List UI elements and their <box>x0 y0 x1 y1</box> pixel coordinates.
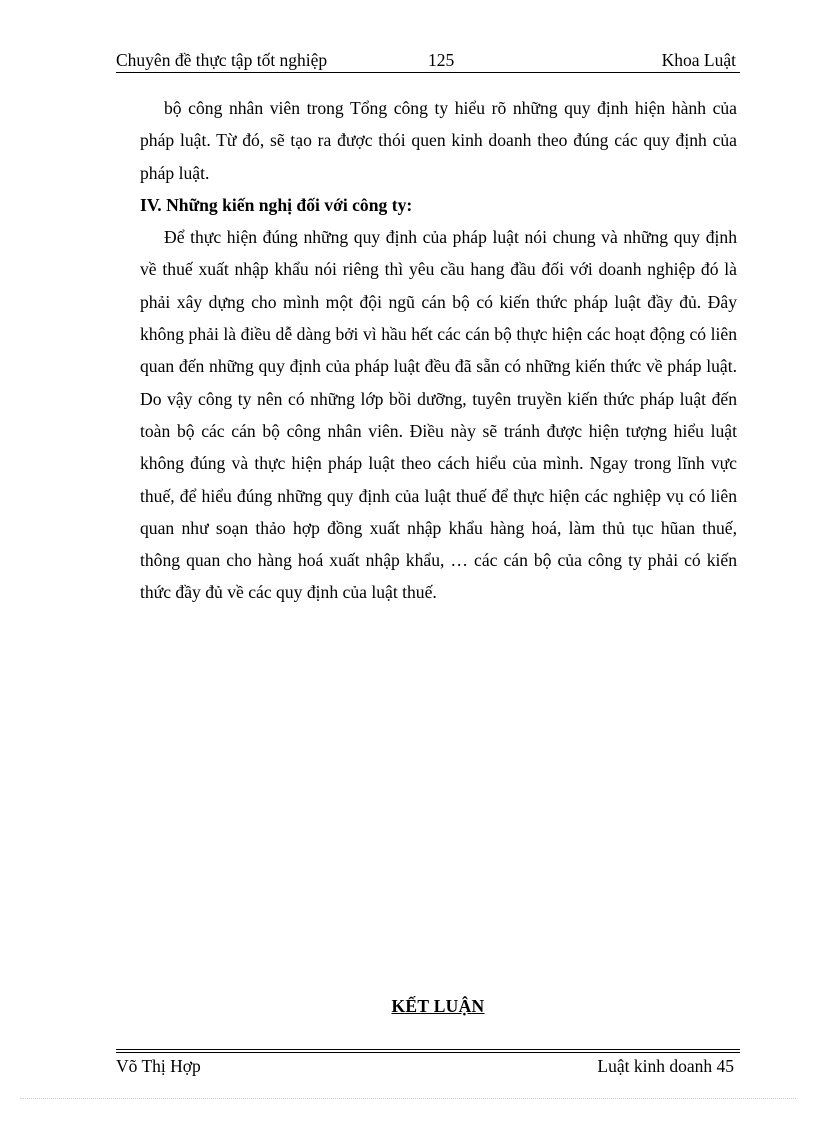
header-faculty: Khoa Luật <box>661 50 736 70</box>
footer-divider-top <box>116 1049 740 1050</box>
conclusion-heading: KẾT LUẬN <box>391 996 485 1016</box>
page-footer <box>116 1054 738 1078</box>
continuation-paragraph: bộ công nhân viên trong Tổng công ty hiểu rõ những quy định hiện hành của pháp luật. Từ đó, sẽ tạo ra được thói quen kinh doanh theo đúng các quy định của pháp luật. <box>140 98 737 183</box>
header-page-number: 125 <box>428 50 455 70</box>
document-body <box>140 92 737 609</box>
page-header <box>116 48 738 72</box>
footer-class: Luật kinh doanh 45 <box>597 1056 734 1076</box>
footer-divider-bottom <box>116 1052 740 1053</box>
header-document-title: Chuyên đề thực tập tốt nghiệp <box>116 50 328 70</box>
body-paragraph: Để thực hiện đúng những quy định của pháp luật nói chung và những quy định về thuế xuất nhập khẩu nói riêng thì yêu cầu hang đầu đối với doanh nghiệp đó là phải xây dựng cho mình một đội ngũ cán bộ có kiến thức pháp luật đầy đủ. Đây không phải là điều dễ dàng bởi vì hầu hết các cán bộ thực hiện các hoạt động có liên quan đến những quy định của pháp luật đều đã sẵn có những kiến thức về pháp luật. Do vậy công ty nên có những lớp bồi dưỡng, tuyên truyền kiến thức pháp luật đến toàn bộ các cán bộ công nhân viên. Điều này sẽ tránh được hiện tượng hiểu luật không đúng và thực hiện pháp luật theo cách hiểu của mình. Ngay trong lĩnh vực thuế, để hiểu đúng những quy định của luật thuế để thực hiện các nghiệp vụ có liên quan như soạn thảo hợp đồng xuất nhập khẩu hàng hoá, làm thủ tục hũan thuế, thông quan cho hàng hoá xuất nhập khẩu, … các cán bộ của công ty phải có kiến thức đầy đủ về các quy định của luật thuế. <box>140 227 737 603</box>
page-bottom-edge <box>20 1098 796 1099</box>
footer-author: Võ Thị Hợp <box>116 1056 201 1076</box>
section-heading: IV. Những kiến nghị đối với công ty: <box>140 194 413 215</box>
header-divider <box>116 72 740 73</box>
